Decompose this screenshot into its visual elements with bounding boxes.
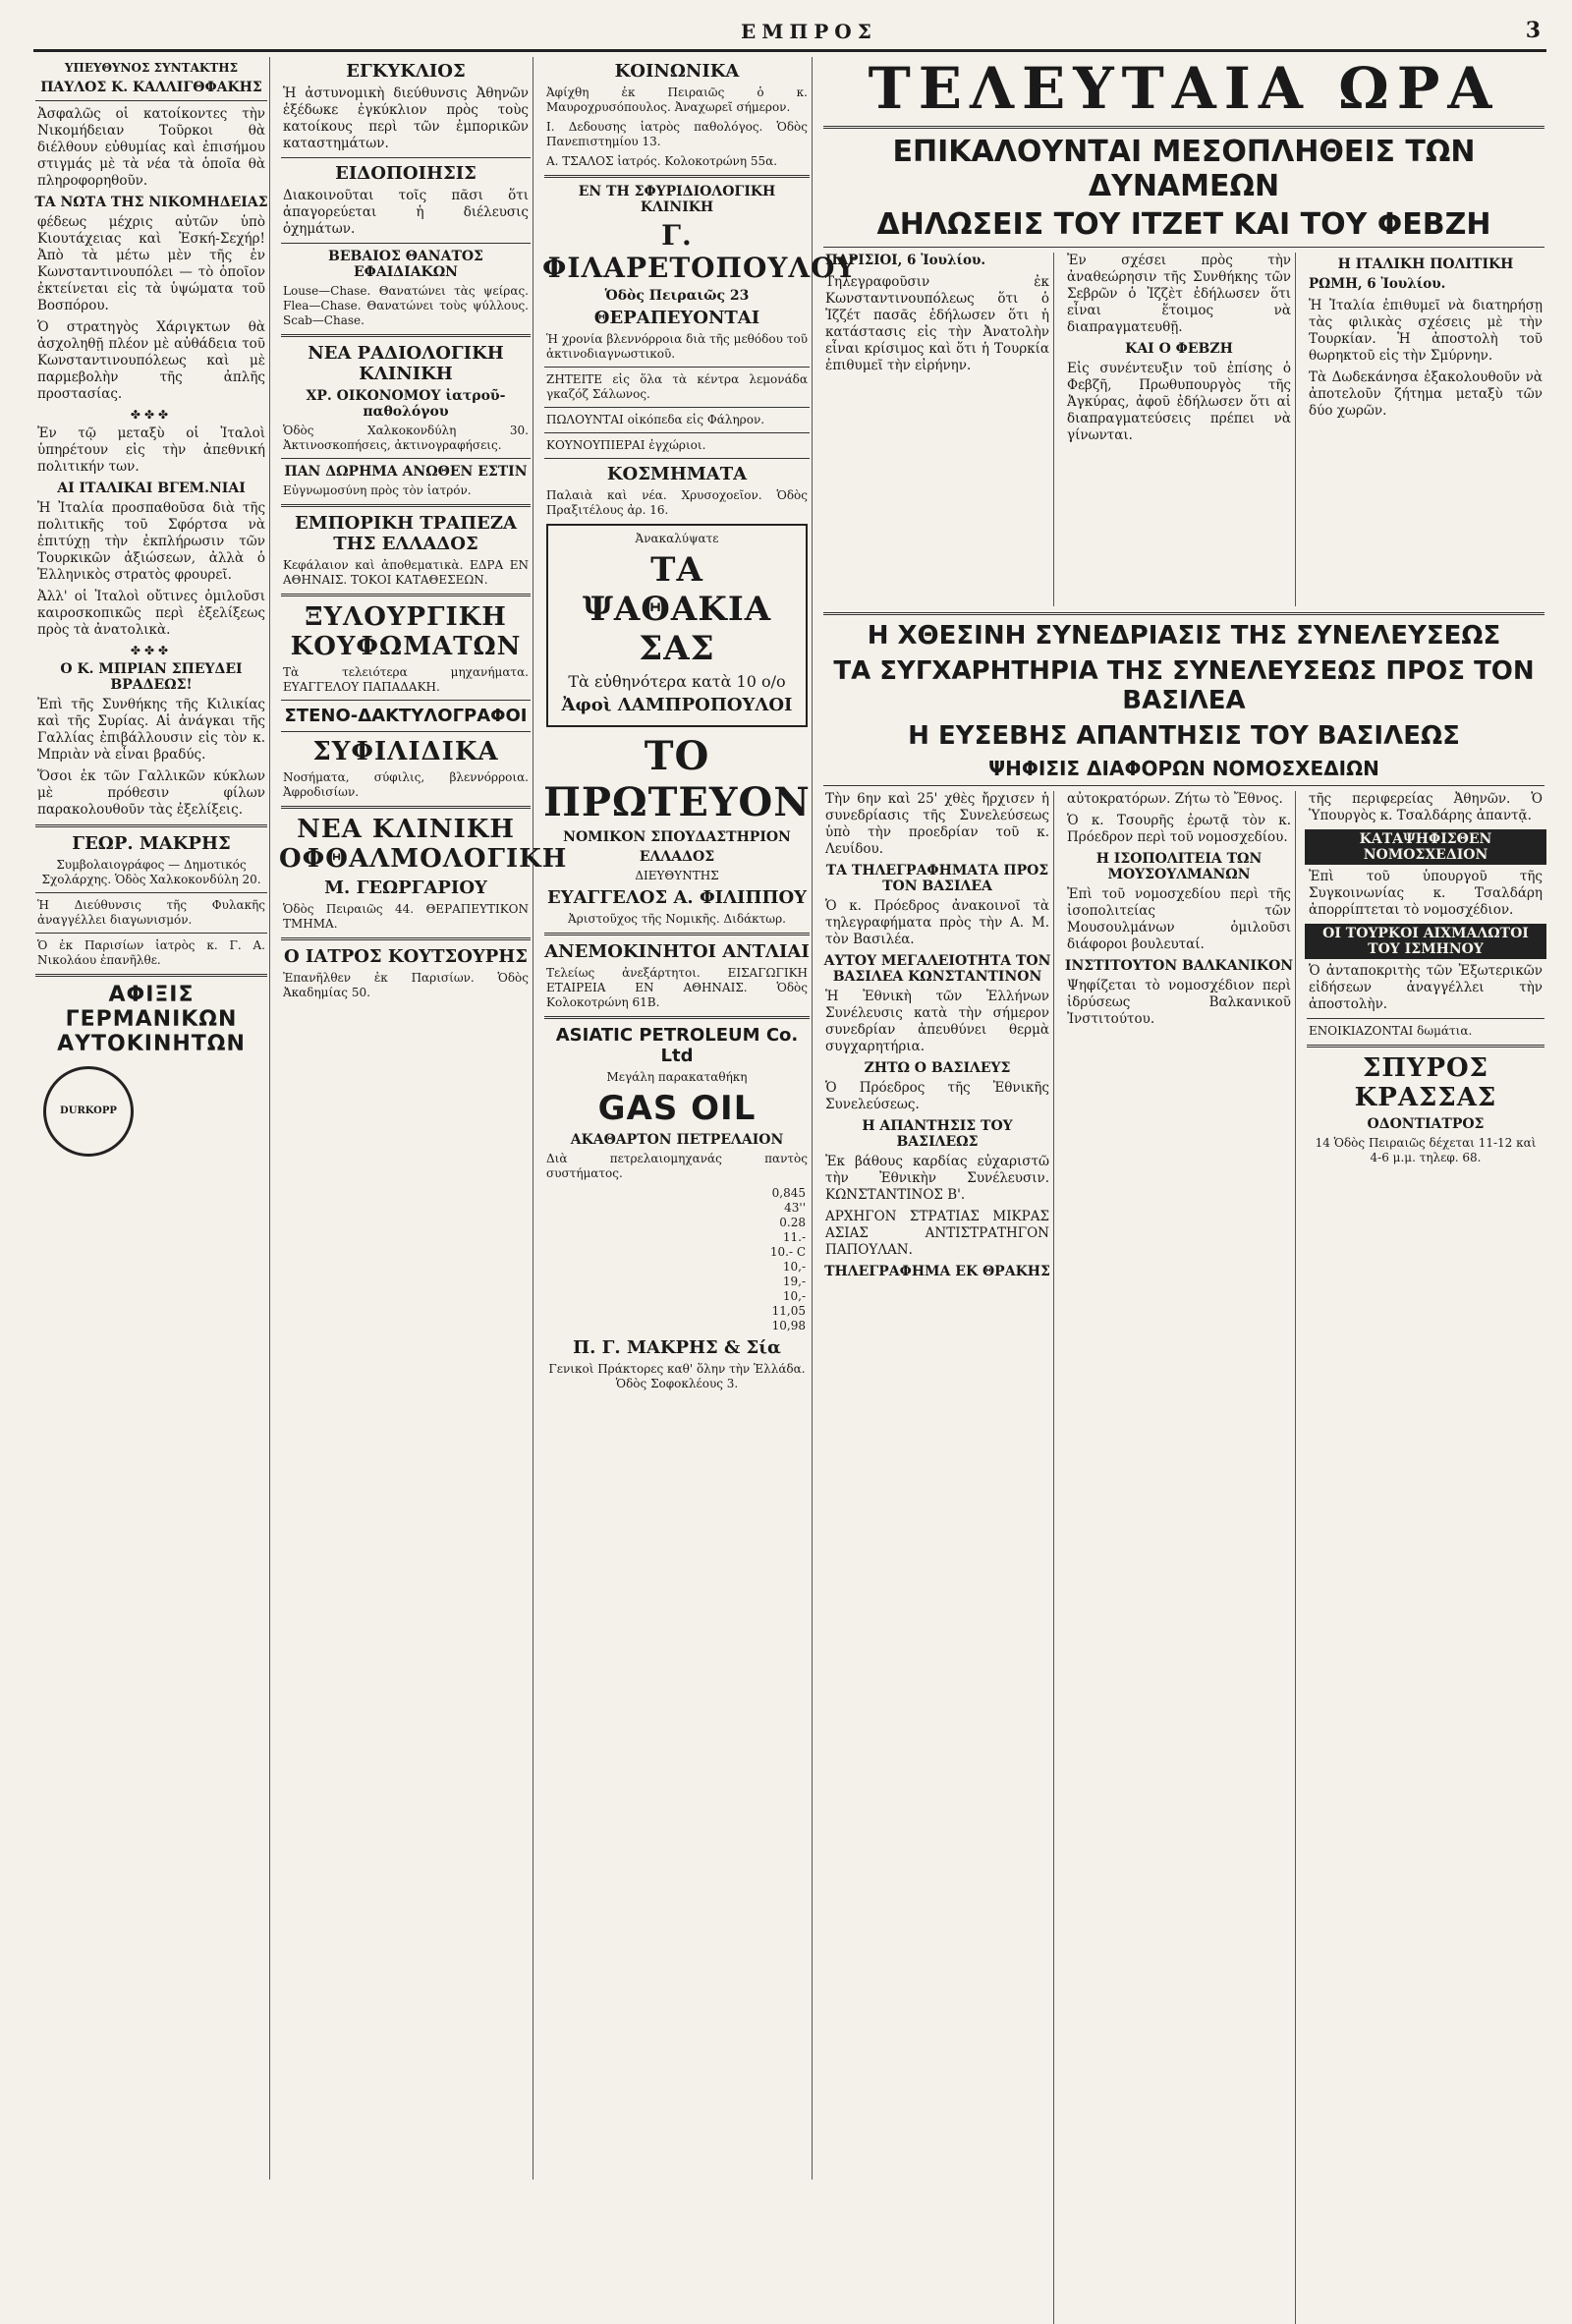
paragraph: Εἰς συνέντευξιν τοῦ ἐπίσης ὁ Φεβζῆ, Πρωθυπουργὸς τῆς Ἀγκύρας, ἀφοῦ ἐδήλωσεν ὅτι αἱ διαπραγματεύσεις πρέπει νὰ γίνωνται. [1067, 361, 1291, 443]
ad-heading: ΝΕΑ ΚΛΙΝΙΚΗ ΟΦΘΑΛΜΟΛΟΓΙΚΗ [279, 815, 568, 874]
ad-text: ΔΙΕΥΘΥΝΤΗΣ [635, 869, 719, 882]
news-columns [821, 791, 1546, 2324]
dateline: ΠΑΡΙΣΙΟΙ, 6 Ἰουλίου. [825, 253, 986, 268]
clinic-subheading: ΘΕΡΑΠΕΥΟΝΤΑΙ [593, 308, 760, 328]
ad-heading: ΓΕΩΡ. ΜΑΚΡΗΣ [72, 833, 231, 854]
byline-role: ΥΠΕΥΘΥΝΟΣ ΣΥΝΤΑΚΤΗΣ [64, 61, 239, 75]
subhead: ΑΙ ΙΤΑΛΙΚΑΙ ΒΓΕΜ.ΝΙΑΙ [57, 481, 246, 496]
page-number: 3 [1525, 18, 1541, 43]
paragraph: Τὴν 6ην καὶ 25' χθὲς ἤρχισεν ἡ συνεδρίασις τῆς Συνελεύσεως ὑπὸ τὴν προεδρίαν τοῦ κ. Λευίδου. [825, 791, 1049, 857]
paragraph: Ἡ Ἐθνικὴ τῶν Ἑλλήνων Συνέλευσις κατὰ τὴν σήμερον συνεδρίαν ἀπευθύνει θερμὰ συγχαρητήρια. [825, 989, 1049, 1054]
ad-text: ΠΩΛΟΥΝΤΑΙ οἰκόπεδα εἰς Φάληρον. [546, 413, 765, 426]
masthead-section: ΕΜΠΡΟΣ [741, 20, 877, 43]
paragraph: Ἐν σχέσει πρὸς τὴν ἀναθεώρησιν τῆς Συνθήκης τῶν Σεβρῶν ὁ Ἰζζὲτ ἐδήλωσεν ὅτι εἶναι ἕτοιμος νὰ διαπραγματευθῇ. [1067, 253, 1291, 335]
paragraph: Ἐπὶ τοῦ νομοσχεδίου περὶ τῆς ἰσοπολιτείας τῶν Μουσουλμάνων ὁμιλοῦσι διάφοροι βουλευταί. [1067, 886, 1291, 952]
paragraph: τῆς περιφερείας Ἀθηνῶν. Ὁ Ὑπουργὸς κ. Τσαλδάρης ἀπαντᾷ. [1309, 791, 1543, 823]
ad-heading: Ο ΙΑΤΡΟΣ ΚΟΥΤΣΟΥΡΗΣ [283, 946, 529, 967]
ad-heading: ASIATIC PETROLEUM Co. Ltd [555, 1025, 799, 1066]
news-column [1063, 253, 1296, 606]
ad-text: Τὰ τελειότερα μηχανήματα. ΕΥΑΓΓΕΛΟΥ ΠΑΠΑΔΑΚΗ. [283, 665, 529, 694]
headline: Η ΕΥΣΕΒΗΣ ΑΠΑΝΤΗΣΙΣ ΤΟΥ ΒΑΣΙΛΕΩΣ [908, 721, 1460, 751]
news-column [1305, 791, 1546, 2324]
news-column [821, 253, 1054, 606]
ad-heading: ΣΠΥΡΟΣ ΚΡΑΣΣΑΣ [1354, 1053, 1497, 1112]
section-heading: ΕΓΚΥΚΛΙΟΣ [346, 61, 466, 82]
ad-text: Ὁδὸς Χαλκοκονδύλη 30. Ἀκτινοσκοπήσεις, ἀκτινογραφήσεις. [283, 424, 529, 452]
headline: ΤΑ ΣΥΓΧΑΡΗΤΗΡΙΑ ΤΗΣ ΣΥΝΕΛΕΥΣΕΩΣ ΠΡΟΣ ΤΟΝ ΒΑΣΙΛΕΑ [833, 656, 1535, 715]
big-ad-heading: ΑΦΙΞΙΣ ΓΕΡΜΑΝΙΚΩΝ ΑΥΤΟΚΙΝΗΤΩΝ [57, 983, 246, 1056]
paragraph: Ὅσοι ἐκ τῶν Γαλλικῶν κύκλων μὲ πρόθεσιν φίλων παρακολουθοῦν τὰς ἐξελίξεις. [37, 768, 265, 818]
subhead: ΙΝΣΤΙΤΟΥΤΟΝ ΒΑΛΚΑΝΙΚΟΝ [1064, 958, 1294, 974]
column-1 [33, 57, 270, 2180]
right-block [821, 57, 1546, 2180]
headline: Η ΧΘΕΣΙΝΗ ΣΥΝΕΔΡΙΑΣΙΣ ΤΗΣ ΣΥΝΕΛΕΥΣΕΩΣ [867, 621, 1501, 651]
ad-text: Ι. Δεδουσης ἰατρὸς παθολόγος. Ὁδὸς Πανεπιστημίου 13. [546, 120, 808, 148]
ad-text: Ἀριστοῦχος τῆς Νομικῆς. Διδάκτωρ. [568, 912, 786, 926]
price-item: 10,- [782, 1260, 806, 1274]
column-3 [542, 57, 857, 2180]
ad-heading: ΚΟΣΜΗΜΑΤΑ [606, 464, 748, 484]
durkopp-logo: DURKOPP [43, 1066, 134, 1157]
section-heading: ΕΙΔΟΠΟΙΗΣΙΣ [335, 163, 477, 184]
ad-heading: Π. Γ. ΜΑΚΡΗΣ & Σία [573, 1337, 781, 1358]
news-column [1063, 791, 1296, 2324]
paragraph: Ὁ στρατηγὸς Χάριγκτων θὰ ἀσχοληθῇ πλέον μὲ αὐθάδεια τοῦ Κωνσταντινουπόλεως καὶ μὲ παρμεβολὴν τῆς ἀπλῆς προστασίας. [37, 319, 265, 402]
paragraph: Διακοινοῦται τοῖς πᾶσι ὅτι ἀπαγορεύεται ἡ διέλευσις ὀχημάτων. [283, 188, 529, 237]
ad-text: Εὐγνωμοσύνη πρὸς τὸν ἰατρόν. [283, 483, 472, 497]
price-item: 10.- C [769, 1245, 806, 1259]
article-intro: Ἀσφαλῶς οἱ κατοίκοντες τὴν Νικομήδειαν Τοῦρκοι θὰ διέλθουν εὐθυμίας καὶ ἐπισήμου στιγμάς μὲ τὰ νέα τὰ ὁποῖα θὰ πληροφορηθοῦν. [37, 106, 265, 189]
hat-ad [546, 524, 808, 727]
paragraph: Ἐκ βάθους καρδίας εὐχαριστῶ τὴν Ἐθνικὴν Συνέλευσιν. ΚΩΝΣΤΑΝΤΙΝΟΣ Β'. [825, 1154, 1049, 1203]
subhead: Η ΑΠΑΝΤΗΣΙΣ ΤΟΥ ΒΑΣΙΛΕΩΣ [862, 1118, 1013, 1150]
price-item: 11.- [782, 1230, 806, 1244]
paragraph: Τηλεγραφοῦσιν ἐκ Κωνσταντινουπόλεως ὅτι ὁ Ἰζζέτ πασᾶς ἐδήλωσεν ὅτι ἡ κατάστασις εἰς τὴν Ἀνατολὴν εἶναι κρίσιμος καὶ ὅτι ἡ Τουρκία ἐπιθυμεῖ τὴν εἰρήνην. [825, 274, 1049, 373]
paragraph: φέδεως μέχρις αὐτῶν ὑπὸ Κιουτάχειας καὶ Ἐσκή-Σεχήρ! Ἀπὸ τὰ μέτω μὲν τῆς ἐν Κωνσταντινουπόλει — τὸ ὁποῖον ἐκτείνεται εἰς τὰ ὑψώματα τοῦ Βοσπόρου. [37, 214, 265, 313]
bank-heading: ΕΜΠΟΡΙΚΗ ΤΡΑΠΕΖΑ ΤΗΣ ΕΛΛΑΔΟΣ [295, 513, 517, 554]
section-title: ΤΕΛΕΥΤΑΙΑ ΩΡΑ [868, 55, 1500, 122]
column-2 [279, 57, 568, 2180]
ad-brand: Ἀφοὶ ΛΑΜΠΡΟΠΟΥΛΟΙ [561, 695, 793, 715]
price-list [548, 1186, 806, 1333]
ad-subheading: Μ. ΓΕΩΡΓΑΡΙΟΥ [324, 878, 487, 898]
ad-subheading: ΕΛΛΑΔΟΣ [639, 849, 715, 865]
ad-text: Louse—Chase. Θανατώνει τὰς ψείρας. Flea—Chase. Θανατώνει τοὺς ψύλλους. Scab—Chase. [283, 284, 529, 327]
masthead [33, 16, 1546, 52]
price-item: 19,- [782, 1275, 806, 1288]
ad-text: 14 Ὁδὸς Πειραιῶς δέχεται 11-12 καὶ 4-6 μ.μ. τηλεφ. 68. [1315, 1136, 1537, 1164]
news-column [1305, 253, 1546, 606]
ad-text: Παλαιὰ καὶ νέα. Χρυσοχοεῖον. Ὁδὸς Πραξιτέλους ἀρ. 16. [546, 488, 808, 517]
headline: ΕΠΙΚΑΛΟΥΝΤΑΙ ΜΕΣΟΠΛΗΘΕΙΣ ΤΩΝ ΔΥΝΑΜΕΩΝ [892, 135, 1476, 203]
paragraph: Ὁ κ. Τσουρῆς ἐρωτᾷ τὸν κ. Πρόεδρον περὶ τοῦ νομοσχεδίου. [1067, 813, 1291, 845]
bank-text: Κεφάλαιον καὶ ἀποθεματικὰ. ΕΔΡΑ ΕΝ ΑΘΗΝΑΙΣ. ΤΟΚΟΙ ΚΑΤΑΘΕΣΕΩΝ. [283, 558, 529, 587]
clinic-name: Γ. ΦΙΛΑΡΕΤΟΠΟΥΛΟΥ [542, 219, 857, 284]
ad-text: ΖΗΤΕΙΤΕ εἰς ὅλα τὰ κέντρα λεμονάδα γκαζόζ Σάλωνος. [546, 372, 808, 401]
subhead: ΤΗΛΕΓΡΑΦΗΜΑ ΕΚ ΘΡΑΚΗΣ [824, 1264, 1050, 1279]
ad-heading: ΒΕΒΑΙΟΣ ΘΑΝΑΤΟΣ ΕΦΑΙΔΙΑΚΩΝ [328, 249, 483, 280]
news-columns [821, 253, 1546, 606]
paragraph: Ἡ Ἰταλία ἐπιθυμεῖ νὰ διατηρήσῃ τὰς φιλικὰς σχέσεις μὲ τὴν Τουρκίαν. Ἡ ἀποστολὴ τοῦ θωρηκτοῦ εἰς τὴν Σμύρνην. [1309, 298, 1543, 364]
subhead: ΟΙ ΤΟΥΡΚΟΙ ΑΙΧΜΑΛΩΤΟΙ ΤΟΥ ΙΣΜΗΝΟΥ [1305, 924, 1546, 959]
paragraph: Ὁ κ. Πρόεδρος ἀνακοινοῖ τὰ τηλεγραφήματα πρὸς τὴν Α. Μ. τὸν Βασιλέα. [825, 898, 1049, 947]
ad-heading: ΤΑ ΨΑΘΑΚΙΑ ΣΑΣ [582, 550, 772, 668]
ad-text: Συμβολαιογράφος — Δημοτικός Σχολάρχης. Ὁδὸς Χαλκοκονδύλη 20. [41, 858, 261, 886]
ad-text: Ἐπανῆλθεν ἐκ Παρισίων. Ὁδὸς Ἀκαδημίας 50. [283, 971, 529, 999]
newspaper-page [33, 16, 1546, 2182]
dateline: ΡΩΜΗ, 6 Ἰουλίου. [1309, 276, 1446, 292]
ad-heading: ΤΟ ΠΡΩΤΕΥΟΝ [543, 733, 811, 825]
ad-heading: ΞΥΛΟΥΡΓΙΚΗ ΚΟΥΦΩΜΑΤΩΝ [290, 602, 522, 661]
subhead: ΚΑΙ Ο ΦΕΒΖΗ [1125, 341, 1233, 357]
paragraph: Ἐπὶ τοῦ ὑπουργοῦ τῆς Συγκοινωνίας κ. Τσαλδάρη ἀπορρίπτεται τὸ νομοσχέδιον. [1309, 869, 1543, 918]
ad-text: Μεγάλη παρακαταθήκη [606, 1070, 748, 1084]
price-item: 43'' [784, 1201, 806, 1215]
subhead: ΑΥΤΟΥ ΜΕΓΑΛΕΙΟΤΗΤΑ ΤΟΝ ΒΑΣΙΛΕΑ ΚΩΝΣΤΑΝΤΙΝΟΝ [823, 953, 1051, 985]
ad-heading: ΝΕΑ ΡΑΔΙΟΛΟΓΙΚΗ ΚΛΙΝΙΚΗ [308, 343, 504, 384]
price-item: 10,98 [771, 1319, 806, 1332]
paragraph: Ὁ Πρόεδρος τῆς Ἐθνικῆς Συνελεύσεως. [825, 1080, 1049, 1112]
clinic-heading: ΕΝ ΤΗ ΣΦΥΡΙΔΙΟΛΟΓΙΚΗ ΚΛΙΝΙΚΗ [578, 184, 776, 215]
subhead: ΤΑ ΤΗΛΕΓΡΑΦΗΜΑΤΑ ΠΡΟΣ ΤΟΝ ΒΑΣΙΛΕΑ [825, 863, 1049, 894]
headline: ΨΗΦΙΣΙΣ ΔΙΑΦΟΡΩΝ ΝΟΜΟΣΧΕΔΙΩΝ [988, 757, 1379, 780]
clinic-address: Ὁδὸς Πειραιῶς 23 [604, 288, 750, 304]
ad-subheading: ΧΡ. ΟΙΚΟΝΟΜΟΥ ἰατροῦ-παθολόγου [306, 388, 506, 420]
ad-text: Ἀνακαλύψατε [635, 532, 719, 545]
paragraph: Ἡ Ἰταλία προσπαθοῦσα διὰ τῆς πολιτικῆς τοῦ Σφόρτσα νὰ ἐπιτύχῃ τὴν ἐκπλήρωσιν τῶν Τουρκικῶν ἀξιώσεων, ἀλλὰ ὁ Ἑλληνικὸς στρατὸς φρουρεῖ. [37, 500, 265, 583]
ad-subheading: ΝΟΜΙΚΟΝ ΣΠΟΥΔΑΣΤΗΡΙΟΝ [563, 829, 791, 845]
ad-text: Τελείως ἀνεξάρτητοι. ΕΙΣΑΓΩΓΙΚΗ ΕΤΑΙΡΕΙΑ ΕΝ ΑΘΗΝΑΙΣ. Ὁδὸς Κολοκοτρώνη 61Β. [546, 966, 808, 1009]
ad-subheading: ΟΔΟΝΤΙΑΤΡΟΣ [1367, 1116, 1485, 1132]
clinic-text: Ἡ χρονία βλεννόρροια διὰ τῆς μεθόδου τοῦ ἀκτινοδιαγνωστικοῦ. [546, 332, 808, 361]
ornament: ✤✤✤ [130, 408, 173, 422]
ad-text: ΚΟΥΝΟΥΠΙΕΡΑΙ ἐγχώριοι. [546, 438, 706, 452]
price-item: 11,05 [771, 1304, 806, 1318]
subhead: Ο Κ. ΜΠΡΙΑΝ ΣΠΕΥΔΕΙ ΒΡΑΔΕΩΣ! [60, 661, 243, 693]
subhead: Η ΙΤΑΛΙΚΗ ΠΟΛΙΤΙΚΗ [1337, 256, 1514, 272]
byline-name: ΠΑΥΛΟΣ Κ. ΚΑΛΛΙΓΘΦΑΚΗΣ [40, 80, 262, 95]
subhead: ΖΗΤΩ Ο ΒΑΣΙΛΕΥΣ [864, 1060, 1011, 1076]
ad-text: Διὰ πετρελαιομηχανάς παντὸς συστήματος. [546, 1152, 808, 1180]
paragraph: Ὁ ἀνταποκριτὴς τῶν Ἐξωτερικῶν εἰδήσεων ἀναγγέλλει τὴν ἀποστολὴν. [1309, 963, 1543, 1012]
ornament: ✤✤✤ [130, 644, 173, 657]
price-item: 0.28 [779, 1216, 806, 1229]
headline: ΔΗΛΩΣΕΙΣ ΤΟΥ ΙΤΖΕΤ ΚΑΙ ΤΟΥ ΦΕΒΖΗ [876, 207, 1491, 242]
news-column [821, 791, 1054, 2324]
ad-heading: ΑΝΕΜΟΚΙΝΗΤΟΙ ΑΝΤΛΙΑΙ [544, 941, 810, 962]
ad-heading: GAS OIL [597, 1089, 757, 1128]
paragraph: Ἀλλ' οἱ Ἰταλοὶ οὔτινες ὁμιλοῦσι καιροσκοπικῶς περὶ ἐξελίξεως πρὸς τὰ ἀνατολικὰ. [37, 589, 265, 638]
ad-text: Νοσήματα, σύφιλις, βλεννόρροια. Ἀφροδισίων. [283, 770, 529, 799]
ad-heading: ΣΥΦΙΛΙΔΙΚΑ [312, 737, 499, 766]
subhead: ΤΑ ΝΩΤΑ ΤΗΣ ΝΙΚΟΜΗΔΕΙΑΣ [34, 195, 268, 210]
paragraph: Τὰ Δωδεκάνησα ἐξακολουθοῦν νὰ ἀποτελοῦν ζήτημα μεταξὺ τῶν δύο χωρῶν. [1309, 369, 1543, 419]
ad-text: ΕΝΟΙΚΙΑΖΟΝΤΑΙ δωμάτια. [1309, 1024, 1473, 1038]
paragraph: Ἀφίχθη ἐκ Πειραιῶς ὁ κ. Μαυροχρυσόπουλος. Ἀναχωρεῖ σήμερον. [546, 85, 808, 114]
subhead: ΚΑΤΑΨΗΦΙΣΘΕΝ ΝΟΜΟΣΧΕΔΙΟΝ [1305, 829, 1546, 865]
section-heading: ΚΟΙΝΩΝΙΚΑ [614, 61, 740, 82]
ad-heading: ΣΤΕΝΟ-ΔΑΚΤΥΛΟΓΡΑΦΟΙ [284, 706, 528, 726]
subhead: Η ΙΣΟΠΟΛΙΤΕΙΑ ΤΩΝ ΜΟΥΣΟΥΛΜΑΝΩΝ [1095, 851, 1263, 882]
ad-text: Α. ΤΣΑΛΟΣ ἰατρός. Κολοκοτρώνη 55α. [546, 154, 778, 168]
ad-heading: ΠΑΝ ΔΩΡΗΜΑ ΑΝΩΘΕΝ ΕΣΤΙΝ [284, 464, 528, 480]
paragraph: αὐτοκρατόρων. Ζήτω τὸ Ἔθνος. [1067, 791, 1283, 807]
paragraph: ΑΡΧΗΓΟΝ ΣΤΡΑΤΙΑΣ ΜΙΚΡΑΣ ΑΣΙΑΣ ΑΝΤΙΣΤΡΑΤΗΓΟΝ ΠΑΠΟΥΛΑΝ. [825, 1209, 1049, 1258]
price-item: 0,845 [771, 1186, 806, 1200]
ad-subheading: ΑΚΑΘΑΡΤΟΝ ΠΕΤΡΕΛΑΙΟΝ [570, 1132, 784, 1148]
paragraph: Ἡ ἀστυνομικὴ διεύθυνσις Ἀθηνῶν ἐξέδωκε ἐγκύκλιον πρὸς τοὺς κατοίκους περὶ τῶν ἐμπορικῶν καταστημάτων. [283, 85, 529, 151]
paragraph: Ψηφίζεται τὸ νομοσχέδιον περὶ ἱδρύσεως Βαλκανικοῦ Ἰνστιτούτου. [1067, 978, 1291, 1027]
ad-text: Τὰ εὐθηνότερα κατὰ 10 ο/ο [568, 672, 786, 691]
ad-name: ΕΥΑΓΓΕΛΟΣ Α. ΦΙΛΙΠΠΟΥ [547, 887, 807, 908]
ad-text: Ἡ Διεύθυνσις τῆς Φυλακῆς ἀναγγέλλει διαγωνισμόν. [37, 898, 265, 927]
paragraph: Ἐπὶ τῆς Συνθήκης τῆς Κιλικίας καὶ τῆς Συρίας. Αἱ ἀνάγκαι τῆς Γαλλίας ἐπιβάλλουσιν εἰς τὸν κ. Μπριὰν νὰ εἶναι βραδύς. [37, 697, 265, 763]
ad-text: Ὁ ἐκ Παρισίων ἰατρὸς κ. Γ. Α. Νικολάου ἐπανῆλθε. [37, 938, 265, 967]
ad-text: Γενικοὶ Πράκτορες καθ' ὅλην τὴν Ἑλλάδα. Ὁδὸς Σοφοκλέους 3. [548, 1362, 806, 1390]
price-item: 10,- [782, 1289, 806, 1303]
ad-text: Ὁδὸς Πειραιῶς 44. ΘΕΡΑΠΕΥΤΙΚΟΝ ΤΜΗΜΑ. [283, 902, 529, 931]
paragraph: Ἐν τῷ μεταξὺ οἱ Ἰταλοὶ ὑπηρέτουν εἰς τὴν ἀπεθνική πολιτικήν των. [37, 425, 265, 475]
